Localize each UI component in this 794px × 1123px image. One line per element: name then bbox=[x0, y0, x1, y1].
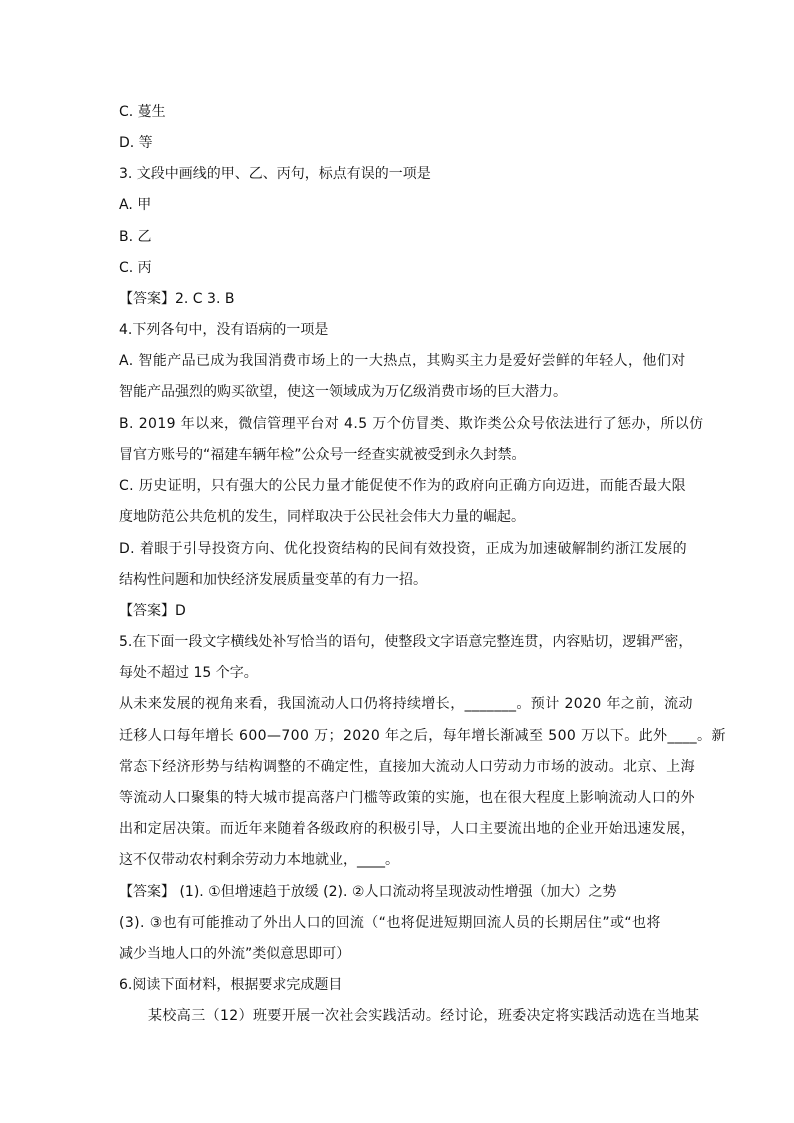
passage-line5: 出和定居决策。而近年来随着各级政府的积极引导，人口主要流出地的企业开始迅速发展， bbox=[119, 821, 695, 837]
passage-line3: 常态下经济形势与结构调整的不确定性，直接加大流动人口劳动力市场的波动。北京、上海 bbox=[119, 759, 695, 775]
option-b-q4-line2: 冒官方账号的“福建车辆年检”公众号一经查实就被受到永久封禁。 bbox=[119, 447, 526, 463]
answer-q5-line2: (3). ③也有可能推动了外出人口的回流（“也将促进短期回流人员的长期居住”或“也将 bbox=[119, 915, 661, 931]
question-3: 3. 文段中画线的甲、乙、丙句，标点有误的一项是 bbox=[119, 166, 431, 182]
material-line1: 某校高三（12）班要开展一次社会实践活动。经讨论，班委决定将实践活动选在当地某 bbox=[148, 1008, 700, 1024]
answer-q4: 【答案】D bbox=[119, 603, 186, 619]
option-a-q4-line2: 智能产品强烈的购买欲望，使这一领域成为万亿级消费市场的巨大潜力。 bbox=[119, 384, 567, 400]
passage-line2: 迁移人口每年增长 600—700 万；2020 年之后，每年增长渐减至 500 万以下。此外____。新 bbox=[119, 728, 726, 744]
option-d-q4-line2: 结构性问题和加快经济发展质量变革的有力一招。 bbox=[119, 572, 427, 588]
question-6: 6.阅读下面材料，根据要求完成题目 bbox=[119, 977, 343, 993]
answer-q5-line3: 减少当地人口的外流”类似意思即可） bbox=[119, 946, 351, 962]
option-d-q2: D. 等 bbox=[119, 135, 153, 151]
option-c-q4-line1: C. 历史证明，只有强大的公民力量才能促使不作为的政府向正确方向迈进，而能否最大限 bbox=[119, 478, 687, 494]
option-c-q4-line2: 度地防范公共危机的发生，同样取决于公民社会伟大力量的崛起。 bbox=[119, 509, 525, 525]
option-c-q3: C. 丙 bbox=[119, 260, 152, 276]
question-5-line1: 5.在下面一段文字横线处补写恰当的语句，使整段文字语意完整连贯，内容贴切，逻辑严密， bbox=[119, 634, 693, 650]
answer-q5-line1: 【答案】 (1). ①但增速趋于放缓 (2). ②人口流动将呈现波动性增强（加大）之势 bbox=[119, 884, 617, 900]
passage-line1: 从未来发展的视角来看，我国流动人口仍将持续增长，_______。预计 2020 年之前，流动 bbox=[119, 696, 693, 712]
option-b-q3: B. 乙 bbox=[119, 229, 152, 245]
option-b-q4-line1: B. 2019 年以来，微信管理平台对 4.5 万个仿冒类、欺诈类公众号依法进行了惩办，所以仿 bbox=[119, 416, 704, 432]
option-d-q4-line1: D. 着眼于引导投资方向、优化投资结构的民间有效投资，正成为加速破解制约浙江发展的 bbox=[119, 541, 688, 557]
option-c-q2: C. 蔓生 bbox=[119, 104, 166, 120]
passage-line4: 等流动人口聚集的特大城市提高落户门槛等政策的实施，也在很大程度上影响流动人口的外 bbox=[119, 790, 695, 806]
option-a-q3: A. 甲 bbox=[119, 197, 152, 213]
question-4: 4.下列各句中，没有语病的一项是 bbox=[119, 322, 329, 338]
passage-line6: 这不仅带动农村剩余劳动力本地就业，____。 bbox=[119, 852, 399, 868]
option-a-q4-line1: A. 智能产品已成为我国消费市场上的一大热点，其购买主力是爱好尝鲜的年轻人，他们对 bbox=[119, 353, 686, 369]
question-5-line2: 每处不超过 15 个字。 bbox=[119, 665, 258, 681]
answer-q2-q3: 【答案】2. C 3. B bbox=[119, 291, 235, 307]
